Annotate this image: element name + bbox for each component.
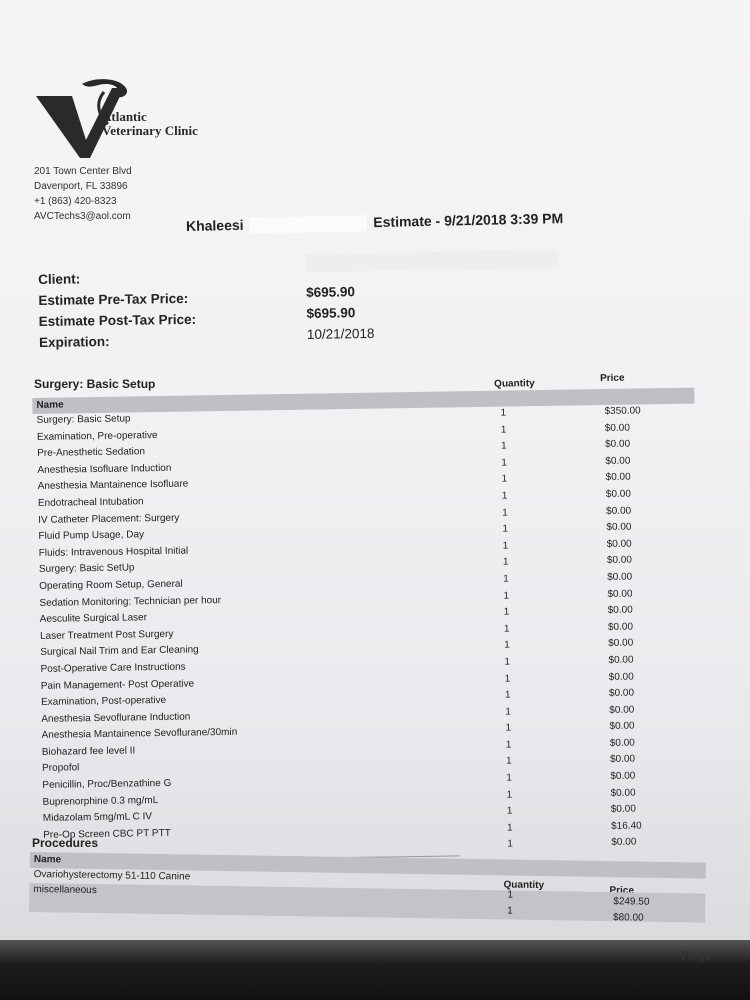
- surgery-section-title: Surgery: Basic Setup: [34, 377, 156, 391]
- expiration-label: Expiration:: [38, 334, 110, 350]
- item-price: $0.00: [611, 837, 637, 849]
- item-price: $0.00: [605, 488, 631, 500]
- surgery-col-price: Price: [599, 372, 625, 385]
- item-quantity: 1: [500, 424, 507, 436]
- item-price: $16.40: [610, 820, 642, 832]
- clinic-name-line1: Atlantic: [102, 109, 147, 124]
- item-quantity: 1: [503, 573, 509, 585]
- item-price: $0.00: [605, 438, 631, 451]
- item-price: $0.00: [605, 455, 631, 467]
- item-quantity: 1: [502, 540, 509, 552]
- item-name: Aesculite Surgical Laser: [39, 612, 148, 626]
- clinic-address: [34, 164, 132, 224]
- expiration-value: 10/21/2018: [306, 325, 375, 342]
- item-quantity: 1: [501, 440, 507, 452]
- item-name: Examination, Post-operative: [40, 695, 167, 708]
- item-quantity: 1: [502, 556, 509, 568]
- item-name: Anesthesia Mantainence Sevoflurane/30min: [41, 727, 238, 742]
- procedures-table: [29, 852, 706, 923]
- address-line1: 201 Town Center Blvd: [34, 166, 132, 177]
- surgery-table: [32, 370, 702, 866]
- item-quantity: 1: [505, 706, 511, 718]
- item-name: Propofol: [42, 762, 80, 775]
- item-price: $0.00: [609, 720, 635, 733]
- item-quantity: 1: [502, 523, 509, 535]
- item-price: $0.00: [605, 471, 631, 484]
- item-name: Operating Room Setup, General: [39, 578, 183, 592]
- item-name: Examination, Pre-operative: [36, 429, 158, 443]
- estimate-date: Estimate - 9/21/2018 3:39 PM: [373, 210, 564, 231]
- item-quantity: 1: [505, 755, 512, 768]
- procedure-quantity: 1: [507, 905, 513, 917]
- item-quantity: 1: [504, 673, 511, 685]
- redaction: [249, 215, 367, 233]
- item-name: Pre-Op Screen CBC PT PTT: [43, 827, 171, 841]
- item-price: $0.00: [604, 422, 630, 434]
- item-price: $0.00: [608, 654, 634, 666]
- item-name: Anesthesia Sevoflurane Induction: [41, 711, 191, 725]
- procedures-col-quantity: Quantity: [503, 879, 545, 892]
- item-quantity: 1: [503, 623, 510, 635]
- client-label: Client:: [38, 271, 81, 287]
- item-quantity: 1: [506, 789, 513, 801]
- surgery-col-name: Name: [36, 399, 64, 411]
- item-price: $0.00: [606, 505, 632, 517]
- patient-name: Khaleesi: [185, 216, 244, 234]
- item-price: $0.00: [606, 538, 632, 550]
- item-name: Midazolam 5mg/mL C IV: [42, 811, 153, 825]
- item-name: Sedation Monitoring: Technician per hour: [39, 594, 222, 609]
- item-name: Penicillin, Proc/Benzathine G: [42, 777, 172, 791]
- item-quantity: 1: [501, 473, 508, 486]
- item-price: $0.00: [610, 803, 636, 816]
- item-name: Anesthesia Mantainence Isofluare: [37, 478, 189, 493]
- summary-labels: [38, 267, 196, 353]
- item-quantity: 1: [505, 739, 512, 751]
- item-quantity: 1: [505, 722, 512, 734]
- item-price: $0.00: [606, 521, 632, 534]
- item-name: Laser Treatment Post Surgery: [39, 628, 174, 642]
- item-quantity: 1: [504, 689, 511, 701]
- item-price: $0.00: [609, 737, 635, 749]
- item-name: Pain Management- Post Operative: [40, 677, 195, 692]
- item-name: Surgery: Basic Setup: [36, 413, 131, 426]
- item-price: $0.00: [607, 604, 633, 617]
- item-name: Buprenorphine 0.3 mg/mL: [42, 794, 159, 808]
- item-quantity: 1: [504, 656, 511, 668]
- item-name: Post-Operative Care Instructions: [40, 661, 186, 675]
- procedures-col-name: Name: [33, 854, 62, 866]
- item-quantity: 1: [502, 507, 508, 519]
- surgery-col-quantity: Quantity: [494, 378, 535, 390]
- client-redaction: [306, 250, 558, 272]
- item-name: Surgical Nail Trim and Ear Cleaning: [40, 644, 199, 659]
- item-quantity: 1: [504, 639, 510, 651]
- procedure-name: Ovariohysterectomy 51-110 Canine: [33, 869, 191, 883]
- estimate-title: [186, 210, 564, 235]
- item-price: $0.00: [608, 637, 634, 650]
- item-quantity: 1: [507, 838, 514, 851]
- post-tax-value: $695.90: [306, 305, 356, 321]
- item-name: Surgery: Basic SetUp: [38, 562, 135, 576]
- item-price: $0.00: [610, 787, 636, 799]
- item-price: $0.00: [610, 770, 636, 783]
- item-price: $0.00: [606, 554, 633, 567]
- address-line2: Davenport, FL 33896: [34, 181, 128, 192]
- procedures-col-price: Price: [609, 885, 635, 897]
- item-quantity: 1: [501, 490, 508, 502]
- item-name: Endotracheal Intubation: [37, 496, 144, 509]
- summary-values: [306, 281, 375, 345]
- pre-tax-value: $695.90: [306, 284, 356, 300]
- item-name: Fluids: Intravenous Hospital Initial: [38, 545, 189, 559]
- item-quantity: 1: [503, 590, 510, 602]
- clinic-name: [102, 110, 198, 138]
- clinic-email: AVCTechs3@aol.com: [34, 211, 131, 222]
- item-price: $0.00: [607, 588, 633, 600]
- desk-background: [0, 940, 750, 1000]
- clinic-phone: +1 (863) 420-8323: [34, 196, 117, 207]
- clinic-name-line2: Veterinary Clinic: [102, 123, 198, 138]
- item-price: $0.00: [609, 704, 635, 716]
- item-price: $0.00: [607, 621, 634, 633]
- item-price: $0.00: [609, 754, 636, 766]
- procedures-section-title: Procedures: [32, 836, 99, 850]
- item-price: $0.00: [607, 571, 633, 583]
- item-name: Biohazard fee level II: [41, 745, 136, 758]
- item-price: $0.00: [608, 671, 634, 683]
- page-label: Page: [680, 949, 713, 963]
- post-tax-label: Estimate Post-Tax Price:: [38, 311, 197, 329]
- item-quantity: 1: [507, 822, 513, 834]
- item-name: Pre-Anesthetic Sedation: [37, 446, 146, 460]
- item-price: $350.00: [604, 405, 641, 418]
- item-quantity: 1: [503, 606, 510, 618]
- item-quantity: 1: [506, 772, 512, 784]
- item-quantity: 1: [501, 457, 508, 469]
- item-price: $0.00: [608, 687, 635, 700]
- pre-tax-label: Estimate Pre-Tax Price:: [38, 290, 189, 308]
- procedure-name: miscellaneous: [33, 884, 97, 897]
- procedure-price: $80.00: [612, 912, 644, 924]
- surgery-rows: [33, 404, 702, 862]
- procedure-quantity: 1: [507, 889, 514, 901]
- item-quantity: 1: [500, 407, 507, 419]
- item-name: IV Catheter Placement: Surgery: [38, 512, 180, 526]
- procedure-price: $249.50: [613, 896, 650, 908]
- item-quantity: 1: [506, 805, 513, 817]
- item-name: Fluid Pump Usage, Day: [38, 529, 145, 543]
- item-name: Anesthesia Isofluare Induction: [37, 462, 172, 476]
